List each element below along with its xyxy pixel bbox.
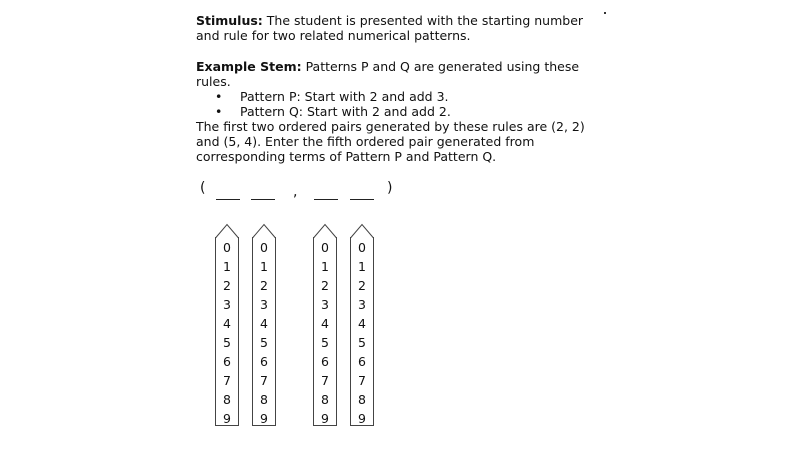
digit-option-4[interactable]: 4: [223, 316, 231, 331]
digit-column-3: [313, 224, 337, 427]
digit-option-5[interactable]: 5: [260, 335, 268, 350]
digit-option-9[interactable]: 9: [358, 411, 366, 426]
digit-option-5[interactable]: 5: [223, 335, 231, 350]
digit-option-7[interactable]: 7: [223, 373, 231, 388]
digit-option-1[interactable]: 1: [260, 259, 268, 274]
digit-option-2[interactable]: 2: [321, 278, 329, 293]
column-cap-arrow-icon: [350, 224, 374, 238]
digit-option-4[interactable]: 4: [358, 316, 366, 331]
digit-option-2[interactable]: 2: [223, 278, 231, 293]
digit-option-6[interactable]: 6: [358, 354, 366, 369]
stimulus-text: The student is presented with the starting number and rule for two related numerical patterns.: [196, 13, 584, 43]
digit-option-3[interactable]: 3: [321, 297, 329, 312]
digit-option-1[interactable]: 1: [321, 259, 329, 274]
digit-option-9[interactable]: 9: [321, 411, 329, 426]
answer-blank-1[interactable]: [216, 199, 240, 200]
digit-option-5[interactable]: 5: [321, 335, 329, 350]
digit-option-2[interactable]: 2: [358, 278, 366, 293]
column-cap-arrow-icon: [313, 224, 337, 238]
digit-option-6[interactable]: 6: [321, 354, 329, 369]
digit-option-1[interactable]: 1: [223, 259, 231, 274]
answer-blank-3[interactable]: [314, 199, 338, 200]
pattern-q-rule: • Pattern Q: Start with 2 and add 2.: [196, 104, 596, 119]
digit-option-8[interactable]: 8: [223, 392, 231, 407]
digit-option-7[interactable]: 7: [321, 373, 329, 388]
digit-option-7[interactable]: 7: [358, 373, 366, 388]
digit-option-6[interactable]: 6: [260, 354, 268, 369]
digit-option-3[interactable]: 3: [358, 297, 366, 312]
digit-option-8[interactable]: 8: [321, 392, 329, 407]
digit-option-1[interactable]: 1: [358, 259, 366, 274]
pattern-rules-list: [196, 89, 596, 119]
open-paren: (: [200, 180, 206, 196]
column-cap-arrow-icon: [215, 224, 239, 238]
stimulus-label: Stimulus:: [196, 13, 263, 28]
digit-option-0[interactable]: 0: [358, 240, 366, 255]
digit-option-4[interactable]: 4: [260, 316, 268, 331]
digit-option-5[interactable]: 5: [358, 335, 366, 350]
digit-column-2: [252, 224, 276, 427]
example-stem-label: Example Stem:: [196, 59, 302, 74]
digit-option-8[interactable]: 8: [358, 392, 366, 407]
example-stem-text: Patterns P and Q are generated using these rules.: [196, 59, 580, 89]
stimulus-paragraph: [196, 13, 596, 43]
stray-mark: [604, 12, 606, 14]
example-stem-body: The first two ordered pairs generated by these rules are (2, 2) and (5, 4). Enter the fifth ordered pair generated from corresponding terms of Pattern P and Pattern Q.: [196, 119, 585, 164]
comma: ,: [293, 184, 298, 200]
pattern-p-rule: • Pattern P: Start with 2 and add 3.: [196, 89, 596, 104]
example-stem-block: [196, 59, 596, 164]
digit-option-7[interactable]: 7: [260, 373, 268, 388]
digit-option-9[interactable]: 9: [223, 411, 231, 426]
digit-option-2[interactable]: 2: [260, 278, 268, 293]
digit-option-4[interactable]: 4: [321, 316, 329, 331]
digit-option-0[interactable]: 0: [223, 240, 231, 255]
answer-blank-4[interactable]: [350, 199, 374, 200]
digit-option-8[interactable]: 8: [260, 392, 268, 407]
column-cap-arrow-icon: [252, 224, 276, 238]
digit-option-0[interactable]: 0: [260, 240, 268, 255]
digit-option-9[interactable]: 9: [260, 411, 268, 426]
digit-column-4: [350, 224, 374, 427]
answer-blank-2[interactable]: [251, 199, 275, 200]
digit-option-6[interactable]: 6: [223, 354, 231, 369]
digit-column-1: [215, 224, 239, 427]
digit-option-3[interactable]: 3: [260, 297, 268, 312]
close-paren: ): [387, 180, 393, 196]
digit-option-0[interactable]: 0: [321, 240, 329, 255]
digit-option-3[interactable]: 3: [223, 297, 231, 312]
